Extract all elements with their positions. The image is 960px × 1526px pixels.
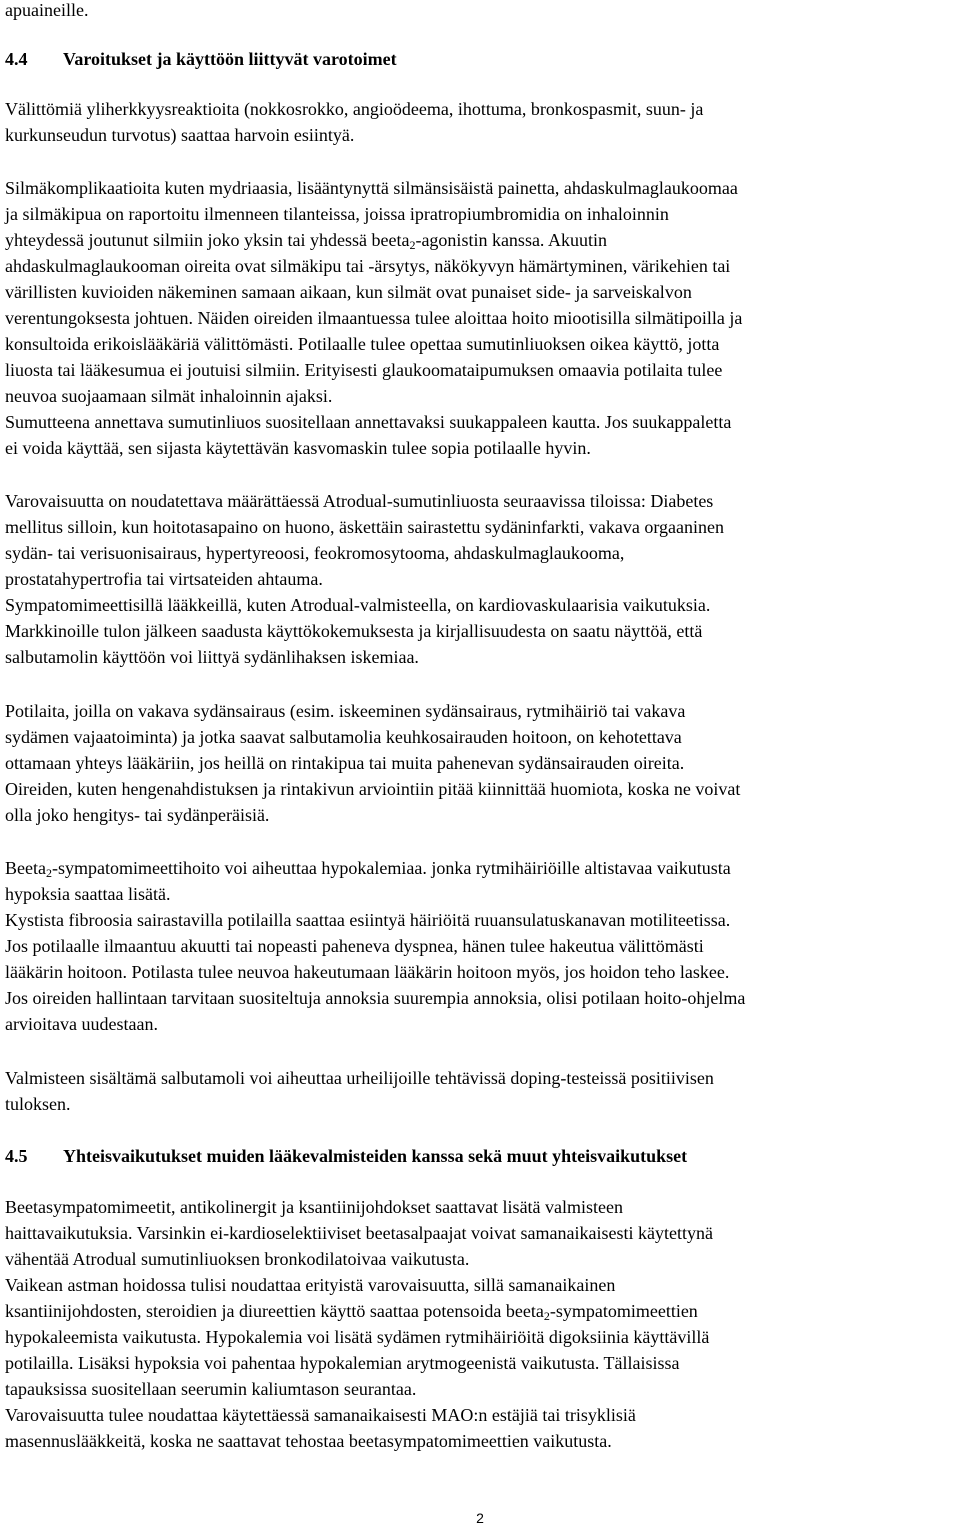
section-heading-4-5 <box>5 1145 687 1167</box>
paragraph-line: Jos potilaalle ilmaantuu akuutti tai nopeasti paheneva dyspnea, hänen tulee hakeutua välittömästi <box>5 936 704 956</box>
paragraph-line: Sumutteena annettava sumutinliuos suositellaan annettavaksi suukappaleen kautta. Jos suukappaletta <box>5 412 732 432</box>
paragraph-line: Jos oireiden hallintaan tarvitaan suositeltuja annoksia suurempia annoksia, olisi potilaan hoito-ohjelma <box>5 988 746 1008</box>
paragraph-line <box>5 1300 698 1322</box>
paragraph-line: potilailla. Lisäksi hypoksia voi pahentaa hypokalemian arytmogeenistä vaikutusta. Tällaisissa <box>5 1353 680 1373</box>
paragraph-line <box>5 229 607 251</box>
paragraph-line: Kystista fibroosia sairastavilla potilailla saattaa esiintyä häiriöitä ruuansulatuskanavan motiliteetissa. <box>5 910 731 930</box>
paragraph-line: arvioitava uudestaan. <box>5 1014 158 1034</box>
paragraph-line: ahdaskulmaglaukooman oireita ovat silmäkipu tai -ärsytys, näkökyvyn hämärtyminen, värikehien tai <box>5 256 731 276</box>
paragraph-line: vähentää Atrodual sumutinliuoksen bronkodilatoivaa vaikutusta. <box>5 1249 470 1269</box>
paragraph-line: olla joko hengitys- tai sydänperäisiä. <box>5 805 270 825</box>
paragraph-line: Varovaisuutta tulee noudattaa käytettäessä samanaikaisesti MAO:n estäjiä tai trisyklisiä <box>5 1405 636 1425</box>
section-title: Varoitukset ja käyttöön liittyvät varotoimet <box>63 49 397 69</box>
subscript: 2 <box>543 1309 550 1323</box>
text-segment: -agonistin kanssa. Akuutin <box>415 230 607 250</box>
paragraph-line: haittavaikutuksia. Varsinkin ei-kardioselektiiviset beetasalpaajat voivat samanaikaisesti käytettynä <box>5 1223 713 1243</box>
subscript: 2 <box>45 866 52 880</box>
paragraph-line: ottamaan yhteys lääkäriin, jos heillä on rintakipua tai muita pahenevan sydänsairauden oireita. <box>5 753 685 773</box>
text-segment: Beeta <box>5 858 46 878</box>
paragraph-line: Vaikean astman hoidossa tulisi noudattaa erityistä varovaisuutta, sillä samanaikainen <box>5 1275 616 1295</box>
paragraph-line: ei voida käyttää, sen sijasta käytettävän kasvomaskin tulee sopia potilaalle hyvin. <box>5 438 591 458</box>
paragraph-line: konsultoida erikoislääkäriä välittömästi. Potilaalle tulee opettaa sumutinliuoksen oikea käyttö, jotta <box>5 334 720 354</box>
paragraph-line: Beetasympatomimeetit, antikolinergit ja ksantiinijohdokset saattavat lisätä valmisteen <box>5 1197 624 1217</box>
subscript: 2 <box>409 238 416 252</box>
text-segment: yhteydessä joutunut silmiin joko yksin tai yhdessä beeta <box>5 230 410 250</box>
paragraph-line: neuvoa suojaamaan silmät inhaloinnin ajaksi. <box>5 386 333 406</box>
paragraph-line: salbutamolin käyttöön voi liittyä sydänlihaksen iskemiaa. <box>5 647 419 667</box>
paragraph-line: ja silmäkipua on raportoitu ilmenneen tilanteissa, joissa ipratropiumbromidia on inhaloinnin <box>5 204 669 224</box>
section-number: 4.5 <box>5 1146 28 1166</box>
paragraph-line: Markkinoille tulon jälkeen saadusta käyttökokemuksesta ja kirjallisuudesta on saatu näyttöä, että <box>5 621 703 641</box>
paragraph-line: lääkärin hoitoon. Potilasta tulee neuvoa hakeutumaan lääkärin hoitoon myös, jos hoidon teho laskee. <box>5 962 730 982</box>
top-fragment: apuaineille. <box>5 0 89 20</box>
paragraph-line: Välittömiä yliherkkyysreaktioita (nokkosrokko, angioödeema, ihottuma, bronkospasmit, suun- ja <box>5 99 704 119</box>
paragraph-line: Valmisteen sisältämä salbutamoli voi aiheuttaa urheilijoille tehtävissä doping-testeissä positiivisen <box>5 1068 714 1088</box>
paragraph-line: Silmäkomplikaatioita kuten mydriaasia, lisääntynyttä silmänsisäistä painetta, ahdaskulmaglaukoomaa <box>5 178 738 198</box>
paragraph-line: Oireiden, kuten hengenahdistuksen ja rintakivun arviointiin pitää kiinnittää huomiota, koska ne voivat <box>5 779 741 799</box>
paragraph-line: hypokaleemista vaikutusta. Hypokalemia voi lisätä sydämen rytmihäiriöitä digoksiinia käyttävillä <box>5 1327 710 1347</box>
paragraph-line: mellitus silloin, kun hoitotasapaino on huono, äskettäin sairastettu sydäninfarkti, vakava orgaaninen <box>5 517 725 537</box>
paragraph-line: hypoksia saattaa lisätä. <box>5 884 171 904</box>
section-number: 4.4 <box>5 49 28 69</box>
paragraph-line: sydän- tai verisuonisairaus, hypertyreoosi, feokromosytooma, ahdaskulmaglaukooma, <box>5 543 625 563</box>
paragraph-line: kurkunseudun turvotus) saattaa harvoin esiintyä. <box>5 125 355 145</box>
paragraph-line: masennuslääkkeitä, koska ne saattavat tehostaa beetasympatomimeettien vaikutusta. <box>5 1431 612 1451</box>
paragraph-line: Varovaisuutta on noudatettava määrättäessä Atrodual-sumutinliuosta seuraavissa tiloissa: Diabetes <box>5 491 714 511</box>
paragraph-line: Potilaita, joilla on vakava sydänsairaus (esim. iskeeminen sydänsairaus, rytmihäiriö tai vakava <box>5 701 686 721</box>
paragraph-line: verentungoksesta johtuen. Näiden oireiden ilmaantuessa tulee aloittaa hoito miootisilla silmätipoilla ja <box>5 308 743 328</box>
paragraph-line: Sympatomimeettisillä lääkkeillä, kuten Atrodual-valmisteella, on kardiovaskulaarisia vaikutuksia. <box>5 595 711 615</box>
paragraph-line: tuloksen. <box>5 1094 71 1114</box>
paragraph-line: tapauksissa suositellaan seerumin kaliumtason seurantaa. <box>5 1379 417 1399</box>
text-segment: -sympatomimeettien <box>549 1301 698 1321</box>
section-title: Yhteisvaikutukset muiden lääkevalmisteiden kanssa sekä muut yhteisvaikutukset <box>63 1146 688 1166</box>
text-segment: -sympatomimeettihoito voi aiheuttaa hypokalemiaa. jonka rytmihäiriöille altistavaa vaikutusta <box>51 858 731 878</box>
section-heading-4-4 <box>5 48 397 70</box>
text-segment: ksantiinijohdosten, steroidien ja diureettien käyttö saattaa potensoida beeta <box>5 1301 544 1321</box>
page-number: 2 <box>476 1510 484 1526</box>
paragraph-line: värillisten kuvioiden näkeminen samaan aikaan, kun silmät ovat punaiset side- ja sarveiskalvon <box>5 282 692 302</box>
paragraph-line: sydämen vajaatoiminta) ja jotka saavat salbutamolia keuhkosairauden hoitoon, on kehotettava <box>5 727 682 747</box>
paragraph-line: liuosta tai lääkesumua ei joutuisi silmiin. Erityisesti glaukoomataipumuksen omaavia potilaita tulee <box>5 360 723 380</box>
paragraph-line <box>5 857 731 879</box>
paragraph-line: prostatahypertrofia tai virtsateiden ahtauma. <box>5 569 323 589</box>
